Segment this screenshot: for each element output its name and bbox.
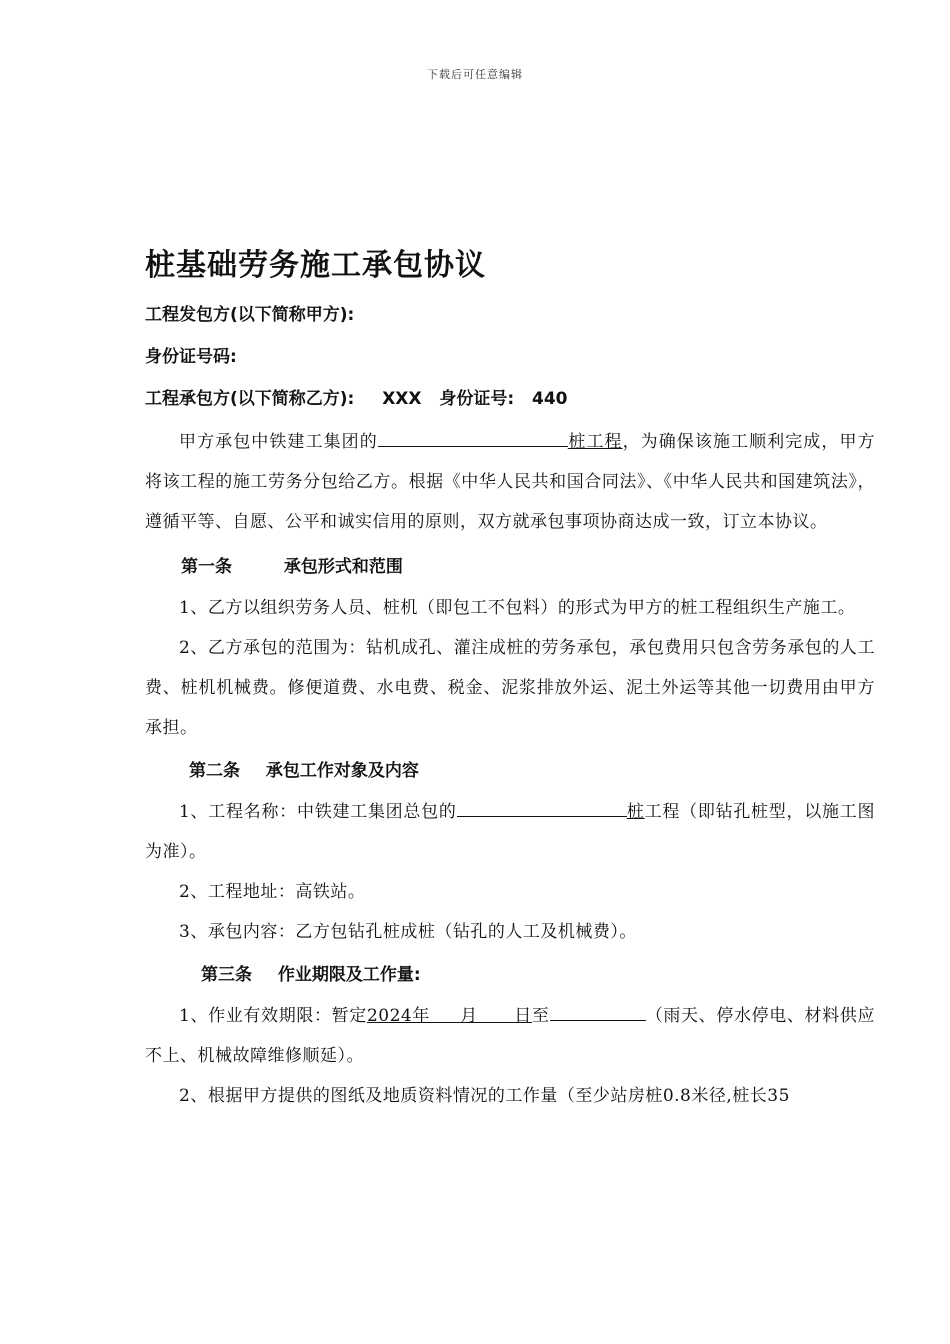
article-3-item-1-c: （雨天、停水停电、材料供应不上、机械故障维修顺延）。 <box>145 1006 876 1066</box>
start-day: 日 <box>514 1006 532 1026</box>
article-2-item-1 <box>145 792 875 872</box>
article-3-number: 第三条 <box>201 965 252 985</box>
intro-text-c: ，为确保该施工顺利完成，甲方将该工程的施工劳务分包给乙方。根据《中华人民共和国合同法》、《中华人民共和国建筑法》，遵循平等、自愿、公平和诚实信用的原则，双方就承包事项协商达成一致，订立本协议。 <box>145 432 876 532</box>
article-2-number: 第二条 <box>189 761 240 781</box>
article-3-item-1 <box>145 996 875 1076</box>
article-1-item-1: 1、乙方以组织劳务人员、桩机（即包工不包料）的形式为甲方的桩工程组织生产施工。 <box>179 598 856 618</box>
start-date-underline <box>367 1006 532 1026</box>
article-2-item-1-b: 桩 <box>626 802 645 822</box>
article-3-item-1-to: 至 <box>531 1006 550 1026</box>
start-month: 月 <box>460 1006 478 1026</box>
party-a-line: 工程发包方(以下简称甲方): <box>145 305 355 325</box>
project-name-blank <box>378 428 568 447</box>
intro-paragraph <box>145 422 875 542</box>
document-body <box>145 244 875 1116</box>
party-b-id-value: 440 <box>532 389 568 409</box>
article-2-item-1-a: 1、工程名称：中铁建工集团总包的 <box>179 802 457 822</box>
article-2-title: 承包工作对象及内容 <box>265 761 419 781</box>
article-3-title: 作业期限及工作量: <box>277 965 421 985</box>
intro-text-a: 甲方承包中铁建工集团的 <box>179 432 378 452</box>
article-3-heading <box>145 954 875 996</box>
article-1-heading <box>145 546 875 588</box>
header-note: 下载后可任意编辑 <box>427 68 523 81</box>
end-date-blank <box>550 1002 646 1021</box>
start-year: 2024年 <box>366 1006 431 1026</box>
article-1-title: 承包形式和范围 <box>283 557 403 577</box>
id-number-line: 身份证号码: <box>145 347 237 367</box>
article-1-number: 第一条 <box>181 557 232 577</box>
document-title: 桩基础劳务施工承包协议 <box>145 248 486 283</box>
article-1-item-2: 2、乙方承包的范围为：钻机成孔、灌注成桩的劳务承包，承包费用只包含劳务承包的人工费、桩机机械费。修便道费、水电费、税金、泥浆排放外运、泥土外运等其他一切费用由甲方承担。 <box>145 638 875 738</box>
party-b-label: 工程承包方(以下简称乙方): <box>145 389 355 409</box>
project-pile-blank <box>457 798 627 817</box>
article-2-heading <box>145 750 875 792</box>
article-2-item-3: 3、承包内容：乙方包钻孔桩成桩（钻孔的人工及机械费）。 <box>179 922 637 942</box>
party-b-name: XXX <box>382 389 422 409</box>
party-b-id-label: 身份证号: <box>439 389 515 409</box>
intro-text-b: 桩工程 <box>567 432 623 452</box>
article-2-item-1-c: 工程（即钻孔桩型，以施工图为准）。 <box>145 802 875 862</box>
article-2-item-2: 2、工程地址：高铁站。 <box>179 882 366 902</box>
article-3-item-2: 2、根据甲方提供的图纸及地质资料情况的工作量（至少站房桩0.8米径,桩长35 <box>179 1086 790 1106</box>
party-b-line <box>145 378 875 420</box>
article-3-item-1-a: 1、作业有效期限：暂定 <box>179 1006 367 1026</box>
